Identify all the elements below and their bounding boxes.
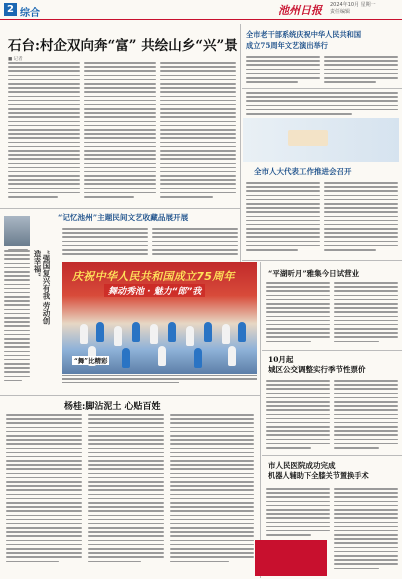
dancer-figure (150, 324, 158, 344)
row-divider (242, 260, 402, 261)
page-number: 2 (4, 3, 17, 16)
bottom-left-body-col2 (88, 414, 164, 565)
issue-date: 2024年10月 星期一 (330, 2, 376, 8)
right-lower1-headline: “平湖听月”雅集今日试营业 (268, 269, 360, 278)
main-body-col3 (160, 62, 236, 200)
right-mid-body-col1 (246, 182, 320, 253)
bottom-left-body-col1 (6, 414, 82, 565)
middle-left-body-col1 (62, 228, 148, 257)
masthead (0, 0, 402, 20)
bottom-left-headline: 杨桂:脚沾泥土 心贴百姓 (64, 402, 161, 412)
dancer-figure (80, 324, 88, 344)
editor-label: 责任编辑 (330, 9, 351, 15)
dancer-figure (132, 322, 140, 342)
right-top-headline-2: 成立75周年文艺演出举行 (246, 41, 328, 50)
right-lower2-headline-2: 城区公交调整实行季节性票价 (268, 365, 366, 374)
dancer-figure (168, 322, 176, 342)
row-divider (242, 88, 402, 89)
decorative-graphic (288, 130, 328, 146)
right-top-extra-text (246, 92, 398, 117)
section-name: 综合 (20, 8, 40, 19)
right-top-body-col2 (324, 56, 398, 85)
pullquote-text: “强国复兴有我 劳动创造幸福” (33, 250, 51, 325)
main-body-col2 (84, 62, 156, 200)
bottom-right-headline-1: 市人民医院成功完成 (268, 461, 336, 470)
photo-title-mark: “舞”比精彩 (74, 357, 108, 365)
right-lower2-body-col1 (266, 380, 330, 451)
pullquote (33, 250, 63, 330)
dancer-figure (122, 348, 130, 368)
middle-left-body-col2 (152, 228, 238, 257)
right-lower2-body-col2 (334, 380, 398, 451)
main-headline: 石台:村企双向奔“富” 共绘山乡“兴”景 (8, 38, 238, 54)
promo-poster (255, 540, 327, 576)
dancer-figure (222, 324, 230, 344)
row-divider (262, 455, 402, 456)
right-top-body-col1 (246, 56, 320, 85)
dancer-figure (238, 322, 246, 342)
right-lower1-body-col1 (266, 282, 330, 345)
bottom-left-body-col3 (170, 414, 254, 565)
activity-image (243, 118, 399, 162)
dancer-figure (114, 326, 122, 346)
middle-left-headline: “记忆池州”主题民间文艺收藏品展开展 (58, 213, 189, 222)
main-body-col1 (8, 62, 80, 200)
bottom-right-body-col1 (266, 488, 330, 538)
dancer-figure (186, 326, 194, 346)
bottom-right-body-col2 (334, 488, 398, 572)
dancer-figure (96, 322, 104, 342)
right-lower2-headline-1: 10月起 (268, 355, 294, 364)
photo-caption (62, 375, 257, 385)
dateline (330, 2, 400, 16)
row-divider (262, 350, 402, 351)
right-mid-body-col2 (324, 182, 398, 253)
left-story-body (4, 250, 30, 384)
column-divider (260, 262, 261, 578)
row-divider (0, 208, 240, 209)
right-top-headline-1: 全市老干部系统庆祝中华人民共和国 (246, 30, 362, 39)
dancer-figure (204, 322, 212, 342)
row-divider (0, 395, 260, 396)
main-byline: ■ 记者 (8, 57, 23, 62)
bottom-right-headline-2: 机器人辅助下全膝关节置换手术 (268, 471, 369, 480)
dancer-figure (194, 348, 202, 368)
column-divider (240, 24, 241, 264)
photo-banner-subtitle: 舞动秀池 · 魅力“郎”我 (104, 284, 205, 297)
right-lower1-body-col2 (334, 282, 398, 345)
right-mid-headline: 全市人大代表工作推进会召开 (254, 167, 352, 176)
dancer-figure (158, 346, 166, 366)
photo-banner-title: 庆祝中华人民共和国成立75周年 (72, 270, 235, 283)
portrait-photo (4, 216, 30, 246)
newspaper-logo: 池州日报 (278, 4, 322, 17)
dancer-figure (228, 346, 236, 366)
